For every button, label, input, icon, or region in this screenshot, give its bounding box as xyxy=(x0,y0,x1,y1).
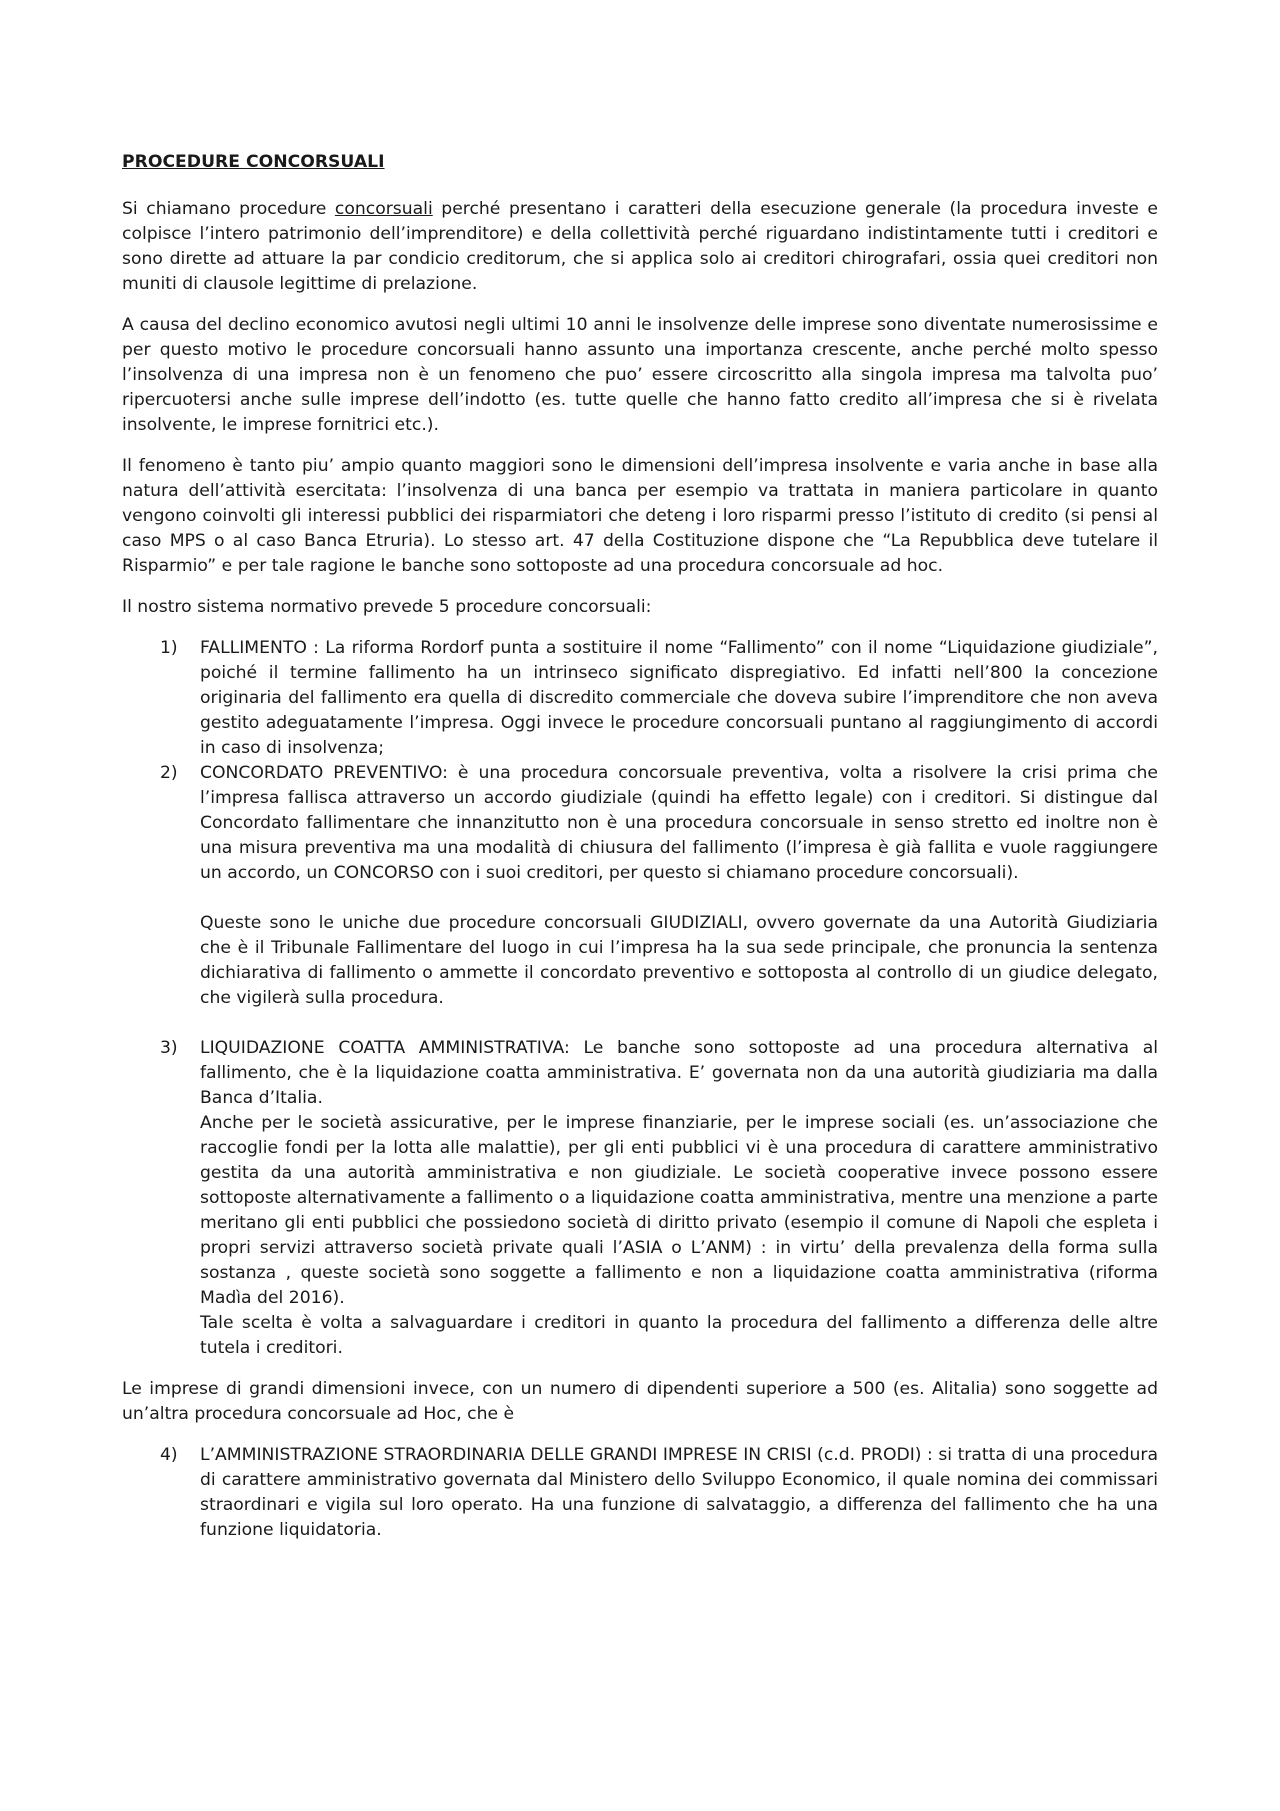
document-page xyxy=(122,150,1158,1559)
procedures-list-2 xyxy=(122,1443,1158,1543)
procedures-list-1 xyxy=(122,636,1158,1361)
list-item-text: LIQUIDAZIONE COATTA AMMINISTRATIVA: Le banche sono sottoposte ad una procedura alternativa al fallimento, che è la liquidazione coatta amministrativa. E’ governata non da una autorità giudiziaria ma dalla Banca d’Italia. xyxy=(200,1038,1158,1108)
document-title: PROCEDURE CONCORSUALI xyxy=(122,152,385,172)
list-item-number: 4) xyxy=(160,1445,178,1465)
list-item-number: 3) xyxy=(160,1038,178,1058)
paragraph-procedures-count: Il nostro sistema normativo prevede 5 procedure concorsuali: xyxy=(122,597,652,617)
list-item-liquidazione xyxy=(122,1036,1158,1361)
list-item-note: Queste sono le uniche due procedure concorsuali GIUDIZIALI, ovvero governate da una Autorità Giudiziaria che è il Tribunale Fallimentare del luogo in cui l’impresa ha la sua sede principale, che pronuncia la sentenza dichiarativa di fallimento o ammette il concordato preventivo e sottoposta al controllo di un giudice delegato, che vigilerà sulla procedura. xyxy=(200,913,1158,1008)
intro-text-before: Si chiamano procedure xyxy=(122,199,335,219)
list-item-text: CONCORDATO PREVENTIVO: è una procedura concorsuale preventiva, volta a risolvere la crisi prima che l’impresa fallisca attraverso un accordo giudiziale (quindi ha effetto legale) con i creditori. Si distingue dal Concordato fallimentare che innanzitutto non è una procedura concorsuale in senso stretto ed inoltre non è una misura preventiva ma una modalità di chiusura del fallimento (l’impresa è già fallita e vuole raggiungere un accordo, un CONCORSO con i suoi creditori, per questo si chiamano procedure concorsuali). xyxy=(200,763,1158,883)
list-item-text: FALLIMENTO : La riforma Rordorf punta a sostituire il nome “Fallimento” con il nome “Liquidazione giudiziale”, poiché il termine fallimento ha un intrinseco significato dispregiativo. Ed infatti nell’800 la concezione originaria del fallimento era quella di discredito commerciale che doveva subire l’imprenditore che non aveva gestito adeguatamente l’impresa. Oggi invece le procedure concorsuali puntano al raggiungimento di accordi in caso di insolvenza; xyxy=(200,638,1158,758)
intro-text-after: perché presentano i caratteri della esecuzione generale (la procedura investe e colpisce l’intero patrimonio dell’imprenditore) e della collettività perché riguardano indistintamente tutti i creditori e sono dirette ad attuare la par condicio creditorum, che si applica solo ai creditori chirografari, ossia quei creditori non muniti di clausole legittime di prelazione. xyxy=(122,199,1158,294)
list-item-concordato xyxy=(122,761,1158,1011)
paragraph-large-companies: Le imprese di grandi dimensioni invece, con un numero di dipendenti superiore a 500 (es. Alitalia) sono soggette ad un’altra procedura concorsuale ad Hoc, che è xyxy=(122,1379,1158,1424)
list-item-text: L’AMMINISTRAZIONE STRAORDINARIA DELLE GRANDI IMPRESE IN CRISI (c.d. PRODI) : si tratta di una procedura di carattere amministrativo governata dal Ministero dello Sviluppo Economico, il quale nomina dei commissari straordinari e vigila sul loro operato. Ha una funzione di salvataggio, a differenza del fallimento che ha una funzione liquidatoria. xyxy=(200,1445,1158,1540)
list-item-number: 1) xyxy=(160,638,178,658)
paragraph-crisis: A causa del declino economico avutosi negli ultimi 10 anni le insolvenze delle imprese sono diventate numerosissime e per questo motivo le procedure concorsuali hanno assunto una importanza crescente, anche perché molto spesso l’insolvenza di una impresa non è un fenomeno che puo’ essere circoscritto alla singola impresa ma talvolta puo’ ripercuotersi anche sulle imprese dell’indotto (es. tutte quelle che hanno fatto credito all’impresa che si è rivelata insolvente, le imprese fornitrici etc.). xyxy=(122,315,1158,435)
list-item-amministrazione-straordinaria xyxy=(122,1443,1158,1543)
paragraph-banks: Il fenomeno è tanto piu’ ampio quanto maggiori sono le dimensioni dell’impresa insolvente e varia anche in base alla natura dell’attività esercitata: l’insolvenza di una banca per esempio va trattata in maniera particolare in quanto vengono coinvolti gli interessi pubblici dei risparmiatori che deteng i loro risparmi presso l’istituto di credito (si pensi al caso MPS o al caso Banca Etruria). Lo stesso art. 47 della Costituzione dispone che “La Repubblica deve tutelare il Risparmio” e per tale ragione le banche sono sottoposte ad una procedura concorsuale ad hoc. xyxy=(122,456,1158,576)
list-item-text-conclusion: Tale scelta è volta a salvaguardare i creditori in quanto la procedura del fallimento a differenza delle altre tutela i creditori. xyxy=(200,1313,1158,1358)
list-item-number: 2) xyxy=(160,763,178,783)
list-item-fallimento xyxy=(122,636,1158,761)
intro-paragraph xyxy=(122,197,1158,297)
list-item-text-continued: Anche per le società assicurative, per le imprese finanziarie, per le imprese sociali (es. un’associazione che raccoglie fondi per la lotta alle malattie), per gli enti pubblici vi è una procedura di carattere amministrativo gestita da una autorità amministrativa e non giudiziale. Le società cooperative invece possono essere sottoposte alternativamente a fallimento o a liquidazione coatta amministrativa, mentre una menzione a parte meritano gli enti pubblici che possiedono società di diritto privato (esempio il comune di Napoli che espleta i propri servizi attraverso società private quali l’ASIA o L’ANM) : in virtu’ della prevalenza della forma sulla sostanza , queste società sono soggette a fallimento e non a liquidazione coatta amministrativa (riforma Madìa del 2016). xyxy=(200,1113,1158,1308)
intro-underlined-word: concorsuali xyxy=(334,199,433,219)
